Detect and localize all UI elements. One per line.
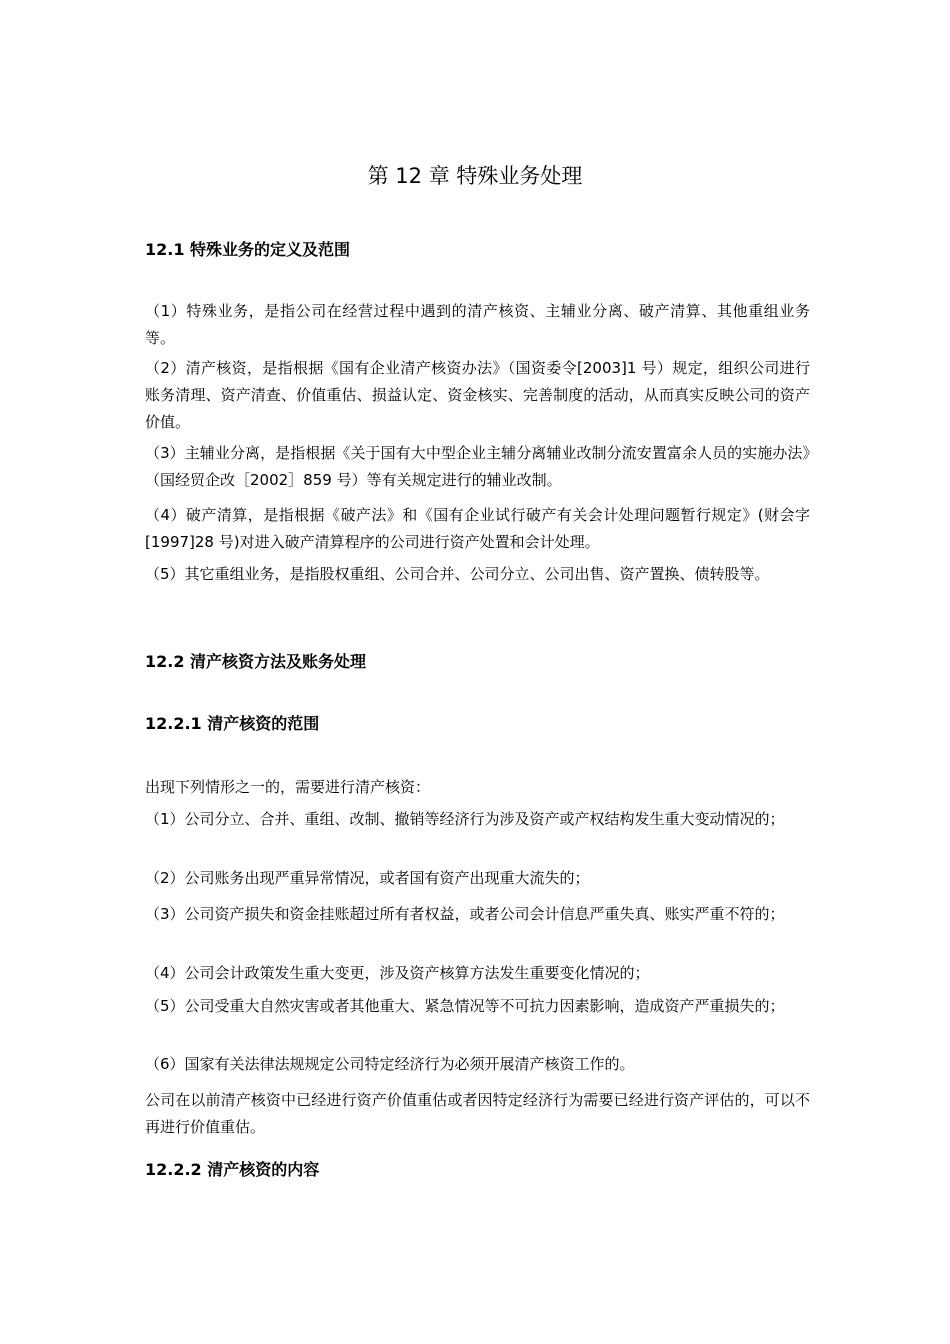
paragraph: （2）清产核资，是指根据《国有企业清产核资办法》（国资委令[2003]1 号）规定，组织公司进行账务清理、资产清查、价值重估、损益认定、资金核实、完善制度的活动，从而真实反映公司的资产价值。: [145, 359, 810, 431]
section-heading-12-2: 12.2 清产核资方法及账务处理: [145, 652, 367, 671]
paragraph: 出现下列情形之一的，需要进行清产核资：: [145, 778, 431, 796]
chapter-title: 第 12 章 特殊业务处理: [367, 164, 583, 188]
paragraph: （5）其它重组业务，是指股权重组、公司合并、公司分立、公司出售、资产置换、债转股等。: [145, 565, 770, 583]
paragraph: （4）破产清算，是指根据《破产法》和《国有企业试行破产有关会计处理问题暂行规定》(财会字[1997]28 号)对进入破产清算程序的公司进行资产处置和会计处理。: [145, 506, 810, 551]
list-item: （4）公司会计政策发生重大变更，涉及资产核算方法发生重要变化情况的；: [145, 964, 650, 982]
paragraph: 公司在以前清产核资中已经进行资产价值重估或者因特定经济行为需要已经进行资产评估的，可以不再进行价值重估。: [145, 1091, 810, 1136]
list-item: （2）公司账务出现严重异常情况，或者国有资产出现重大流失的；: [145, 869, 590, 887]
section-heading-12-2-2: 12.2.2 清产核资的内容: [145, 1160, 320, 1179]
section-heading-12-1: 12.1 特殊业务的定义及范围: [145, 240, 351, 259]
section-heading-12-2-1: 12.2.1 清产核资的范围: [145, 714, 320, 733]
list-item: （3）公司资产损失和资金挂账超过所有者权益，或者公司会计信息严重失真、账实严重不符的；: [145, 905, 785, 923]
list-item: （1）公司分立、合并、重组、改制、撤销等经济行为涉及资产或产权结构发生重大变动情况的；: [145, 810, 785, 828]
list-item: （5）公司受重大自然灾害或者其他重大、紧急情况等不可抗力因素影响，造成资产严重损失的；: [145, 997, 785, 1015]
paragraph: （1）特殊业务，是指公司在经营过程中遇到的清产核资、主辅业分离、破产清算、其他重组业务等。: [145, 302, 810, 347]
list-item: （6）国家有关法律法规规定公司特定经济行为必须开展清产核资工作的。: [145, 1055, 635, 1073]
paragraph: （3）主辅业分离，是指根据《关于国有大中型企业主辅分离辅业改制分流安置富余人员的实施办法》（国经贸企改［2002］859 号）等有关规定进行的辅业改制。: [145, 444, 810, 489]
